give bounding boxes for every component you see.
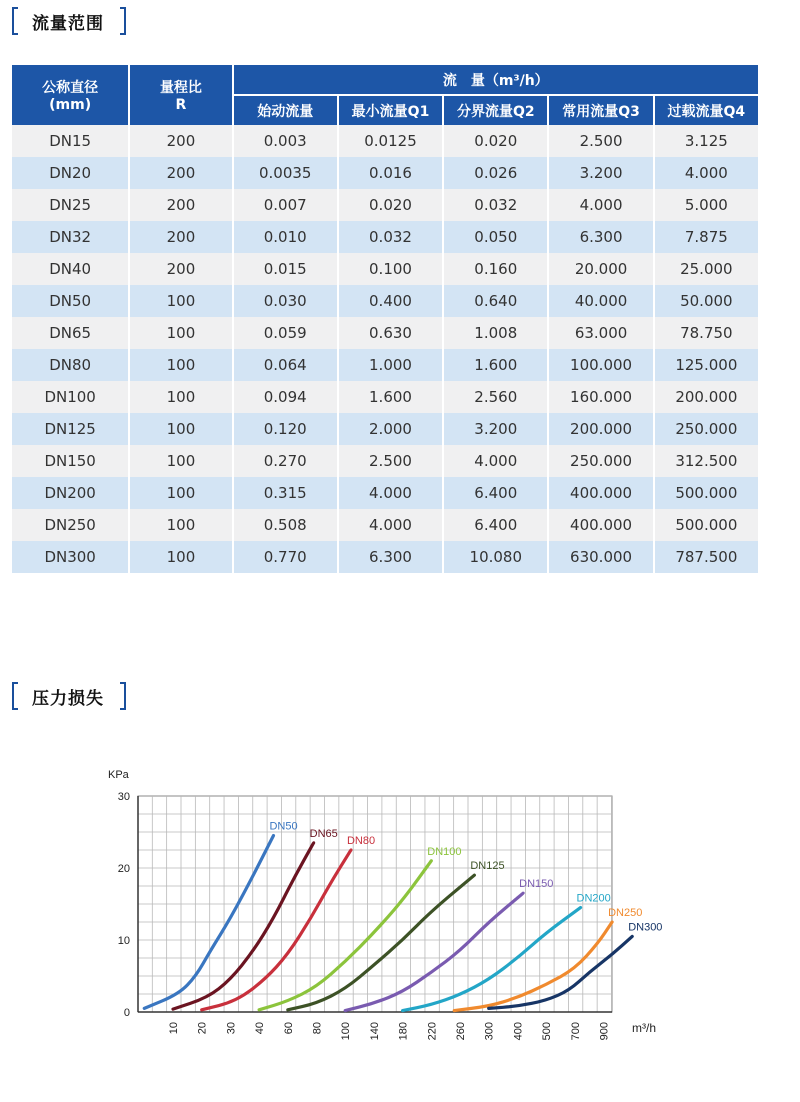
table-cell: 100 xyxy=(130,317,231,349)
table-cell: 100.000 xyxy=(549,349,652,381)
x-tick-label: 10 xyxy=(168,1022,180,1035)
table-cell: 6.400 xyxy=(444,509,547,541)
table-cell: DN125 xyxy=(12,413,128,445)
table-cell: 630.000 xyxy=(549,541,652,573)
x-tick-label: 180 xyxy=(397,1022,410,1041)
y-tick-label: 10 xyxy=(117,935,130,947)
table-cell: 63.000 xyxy=(549,317,652,349)
table-cell: 0.016 xyxy=(339,157,442,189)
table-row xyxy=(12,477,758,509)
table-cell: 2.000 xyxy=(339,413,442,445)
table-cell: 0.100 xyxy=(339,253,442,285)
x-tick-label: 220 xyxy=(426,1022,439,1041)
table-cell: DN200 xyxy=(12,477,128,509)
table-cell: DN40 xyxy=(12,253,128,285)
x-tick-label: 100 xyxy=(340,1022,353,1041)
header-range-ratio xyxy=(130,65,231,125)
table-cell: 0.010 xyxy=(234,221,337,253)
table-cell: DN32 xyxy=(12,221,128,253)
header-transition-flow-q2: 分界流量Q2 xyxy=(444,94,547,125)
section-title-pressure-loss xyxy=(12,681,126,711)
table-row xyxy=(12,125,758,157)
table-cell: 250.000 xyxy=(655,413,758,445)
x-tick-label: 700 xyxy=(569,1022,582,1041)
table-cell: 100 xyxy=(130,541,231,573)
table-cell: 0.270 xyxy=(234,445,337,477)
y-tick-label: 30 xyxy=(117,791,130,803)
table-cell: 200.000 xyxy=(655,381,758,413)
x-tick-label: 900 xyxy=(598,1022,611,1041)
table-cell: 4.000 xyxy=(655,157,758,189)
table-cell: 1.008 xyxy=(444,317,547,349)
table-cell: 400.000 xyxy=(549,509,652,541)
table-cell: 4.000 xyxy=(549,189,652,221)
table-cell: 0.007 xyxy=(234,189,337,221)
table-cell: 0.020 xyxy=(339,189,442,221)
table-cell: 100 xyxy=(130,509,231,541)
header-flow-group: 流 量（m³/h） xyxy=(234,65,758,94)
header-ratio-symbol: R xyxy=(175,97,187,113)
table-cell: 25.000 xyxy=(655,253,758,285)
x-axis-title: m³/h xyxy=(632,1021,656,1035)
table-cell: 4.000 xyxy=(444,445,547,477)
table-cell: 10.080 xyxy=(444,541,547,573)
section-title-text: 压力损失 xyxy=(32,688,104,709)
table-cell: 3.200 xyxy=(444,413,547,445)
table-cell: 0.0125 xyxy=(339,125,442,157)
table-cell: DN15 xyxy=(12,125,128,157)
table-row xyxy=(12,189,758,221)
x-tick-label: 300 xyxy=(483,1022,496,1041)
flow-range-table xyxy=(10,65,760,573)
table-cell: 0.059 xyxy=(234,317,337,349)
table-cell: 2.500 xyxy=(549,125,652,157)
table-cell: 0.032 xyxy=(339,221,442,253)
table-cell: 200 xyxy=(130,189,231,221)
x-tick-label: 260 xyxy=(455,1022,467,1041)
y-tick-label: 0 xyxy=(123,1007,130,1019)
table-cell: 20.000 xyxy=(549,253,652,285)
table-row xyxy=(12,381,758,413)
table-cell: 3.200 xyxy=(549,157,652,189)
table-cell: DN250 xyxy=(12,509,128,541)
table-row xyxy=(12,221,758,253)
table-cell: 200 xyxy=(130,221,231,253)
table-cell: 787.500 xyxy=(655,541,758,573)
series-label-dn50: DN50 xyxy=(269,820,298,833)
series-label-dn125: DN125 xyxy=(470,860,505,873)
x-tick-label: 80 xyxy=(311,1022,324,1035)
y-tick-label: 20 xyxy=(117,863,130,875)
header-diameter-label: 公称直径 xyxy=(42,80,99,96)
table-cell: 2.500 xyxy=(339,445,442,477)
table-row xyxy=(12,349,758,381)
table-cell: 100 xyxy=(130,349,231,381)
table-cell: 1.600 xyxy=(444,349,547,381)
table-cell: 3.125 xyxy=(655,125,758,157)
table-cell: 0.050 xyxy=(444,221,547,253)
table-cell: 100 xyxy=(130,445,231,477)
table-cell: 200 xyxy=(130,125,231,157)
table-cell: 6.300 xyxy=(339,541,442,573)
table-cell: 125.000 xyxy=(655,349,758,381)
table-cell: 312.500 xyxy=(655,445,758,477)
table-cell: DN50 xyxy=(12,285,128,317)
table-cell: 200 xyxy=(130,157,231,189)
table-cell: 0.770 xyxy=(234,541,337,573)
table-cell: 2.560 xyxy=(444,381,547,413)
table-row xyxy=(12,157,758,189)
section-title-flow-range xyxy=(12,6,126,36)
table-cell: 100 xyxy=(130,413,231,445)
table-cell: DN150 xyxy=(12,445,128,477)
x-tick-label: 30 xyxy=(225,1022,238,1035)
table-cell: 100 xyxy=(130,285,231,317)
table-cell: 500.000 xyxy=(655,509,758,541)
series-label-dn150: DN150 xyxy=(519,878,554,891)
table-cell: 4.000 xyxy=(339,477,442,509)
table-cell: DN20 xyxy=(12,157,128,189)
table-cell: 6.400 xyxy=(444,477,547,509)
section-title-text: 流量范围 xyxy=(32,13,104,34)
table-cell: 50.000 xyxy=(655,285,758,317)
table-cell: 0.508 xyxy=(234,509,337,541)
x-tick-label: 400 xyxy=(512,1022,525,1041)
table-cell: 0.030 xyxy=(234,285,337,317)
header-min-flow-q1: 最小流量Q1 xyxy=(339,94,442,125)
table-cell: DN300 xyxy=(12,541,128,573)
x-tick-label: 60 xyxy=(282,1022,295,1035)
header-overload-flow-q4: 过载流量Q4 xyxy=(655,94,758,125)
series-label-dn80: DN80 xyxy=(346,835,376,847)
table-cell: 400.000 xyxy=(549,477,652,509)
table-cell: 250.000 xyxy=(549,445,652,477)
series-label-dn100: DN100 xyxy=(427,845,462,858)
header-starting-flow: 始动流量 xyxy=(234,94,337,125)
table-cell: DN25 xyxy=(12,189,128,221)
table-cell: 4.000 xyxy=(339,509,442,541)
table-cell: 0.120 xyxy=(234,413,337,445)
table-cell: 200 xyxy=(130,253,231,285)
series-label-dn200: DN200 xyxy=(576,892,611,905)
table-cell: DN100 xyxy=(12,381,128,413)
table-cell: 6.300 xyxy=(549,221,652,253)
table-cell: DN65 xyxy=(12,317,128,349)
x-tick-label: 20 xyxy=(196,1022,209,1035)
table-cell: 100 xyxy=(130,381,231,413)
header-ratio-label: 量程比 xyxy=(159,80,202,96)
table-cell: 40.000 xyxy=(549,285,652,317)
table-cell: 1.600 xyxy=(339,381,442,413)
table-cell: 0.026 xyxy=(444,157,547,189)
pressure-loss-chart xyxy=(0,740,800,1060)
table-cell: 160.000 xyxy=(549,381,652,413)
table-cell: DN80 xyxy=(12,349,128,381)
bracket-right-icon xyxy=(120,682,126,710)
y-axis-title: KPa xyxy=(108,769,129,781)
header-diameter-unit: (mm) xyxy=(49,97,92,113)
table-cell: 0.003 xyxy=(234,125,337,157)
x-tick-label: 40 xyxy=(254,1022,267,1035)
table-row xyxy=(12,253,758,285)
table-cell: 5.000 xyxy=(655,189,758,221)
series-label-dn65: DN65 xyxy=(309,827,338,840)
table-cell: 0.094 xyxy=(234,381,337,413)
table-cell: 0.315 xyxy=(234,477,337,509)
series-label-dn300: DN300 xyxy=(628,921,663,934)
table-cell: 200.000 xyxy=(549,413,652,445)
table-header-row xyxy=(12,65,758,94)
table-cell: 0.640 xyxy=(444,285,547,317)
bracket-right-icon xyxy=(120,7,126,35)
table-cell: 0.015 xyxy=(234,253,337,285)
header-permanent-flow-q3: 常用流量Q3 xyxy=(549,94,652,125)
table-row xyxy=(12,509,758,541)
table-row xyxy=(12,445,758,477)
table-cell: 0.160 xyxy=(444,253,547,285)
table-cell: 500.000 xyxy=(655,477,758,509)
table-cell: 100 xyxy=(130,477,231,509)
table-cell: 1.000 xyxy=(339,349,442,381)
table-row xyxy=(12,541,758,573)
table-cell: 0.032 xyxy=(444,189,547,221)
table-cell: 7.875 xyxy=(655,221,758,253)
table-cell: 0.020 xyxy=(444,125,547,157)
table-cell: 0.0035 xyxy=(234,157,337,189)
x-tick-label: 140 xyxy=(368,1022,381,1041)
series-label-dn250: DN250 xyxy=(608,907,643,919)
header-nominal-diameter xyxy=(12,65,128,125)
table-row xyxy=(12,285,758,317)
table-row xyxy=(12,317,758,349)
table-row xyxy=(12,413,758,445)
table-cell: 0.630 xyxy=(339,317,442,349)
table-cell: 78.750 xyxy=(655,317,758,349)
table-cell: 0.400 xyxy=(339,285,442,317)
table-cell: 0.064 xyxy=(234,349,337,381)
x-tick-label: 500 xyxy=(541,1022,554,1041)
